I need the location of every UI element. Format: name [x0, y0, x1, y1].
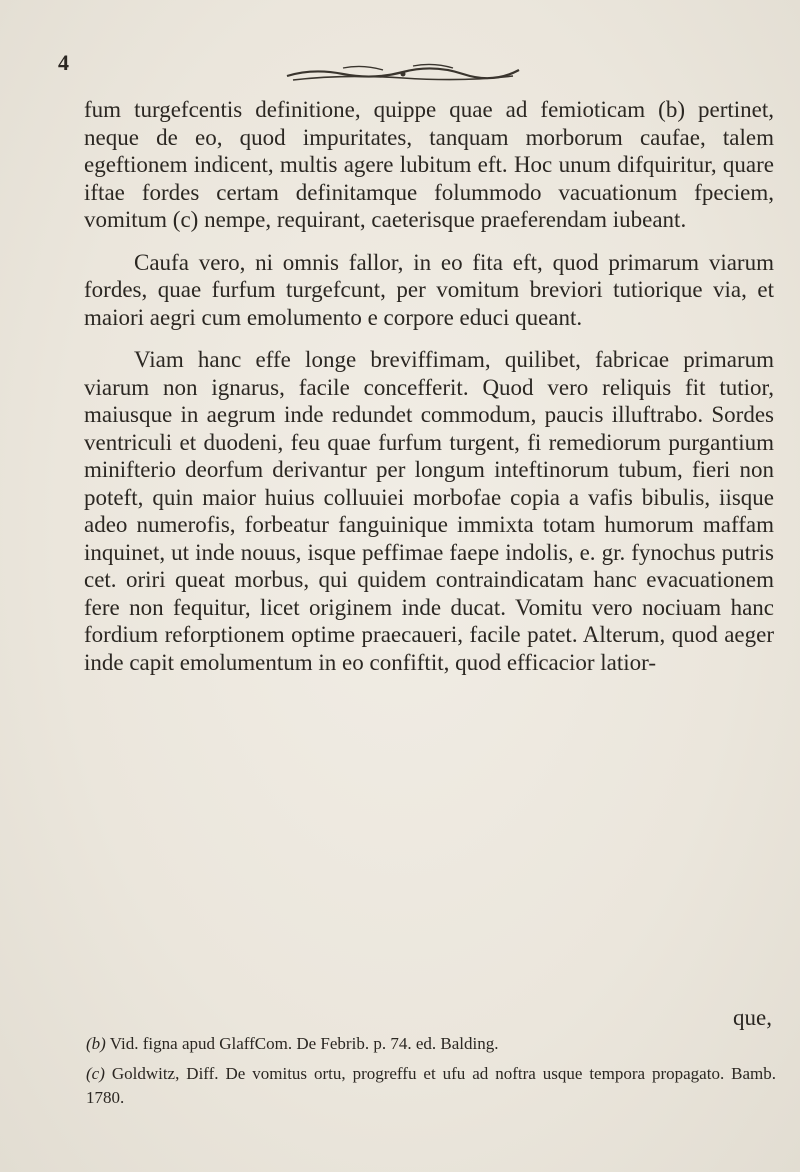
paragraph-2: Caufa vero, ni omnis fallor, in eo fita eft, quod primarum viarum fordes, quae furfum turgefcunt, per vomitum breviori tutiorique via, et maiori aegri cum emolumento e corpore educi queant. [84, 249, 774, 330]
page-number: 4 [58, 50, 69, 75]
paragraph-1: fum turgefcentis definitione, quippe quae ad femioticam (b) pertinet, neque de eo, quod impuritates, tanquam morborum caufae, talem egeftionem indicent, multis agere lubitum eft. Hoc unum difquiritur, quare iftae fordes certam definitamque folummodo vacuationum fpeciem, vomitum (c) nempe, requirant, caeterisque praeferendam iubeant. [84, 97, 774, 232]
footnote-text: Goldwitz, Diff. De vomitus ortu, progreffu et ufu ad noftra usque tempora propagato. Bamb. 1780. [86, 1064, 777, 1107]
footnote-b [86, 1032, 776, 1056]
footnote-c [86, 1062, 776, 1110]
main-text [84, 96, 774, 676]
header-ornament-icon [283, 62, 523, 86]
paragraph-3: Viam hanc effe longe breviffimam, quilibet, fabricae primarum viarum non ignarus, facile concefferit. Quod vero reliquis fit tutior, maiusque in aegrum inde redundet commodum, paucis illuftrabo. Sordes ventriculi et duodeni, feu quae furfum turgent, fi remediorum purgantium minifterio deorfum derivantur per longum inteftinorum tubum, fieri non poteft, quin maior huius colluuiei morbofae copia a vafis bibulis, iisque adeo numerofis, forbeatur fanguinique immixta totam humorum maffam inquinet, ut inde nouus, isque peffimae faepe indolis, e. gr. fynochus putris cet. oriri queat morbus, qui quidem contraindicatam hanc evacuationem fere non fequitur, licet originem inde ducat. Vomitu vero nociuam hanc fordium reforptionem optime praecaueri, facile patet. Alterum, quod aeger inde capit emolumentum in eo confiftit, quod efficacior latior- [84, 347, 774, 675]
footnote-marker: (b) [86, 1034, 106, 1053]
footnote-text: Vid. figna apud GlaffCom. De Febrib. p. 74. ed. Balding. [109, 1034, 499, 1053]
footnote-marker: (c) [86, 1064, 105, 1083]
catchword: que, [733, 1005, 772, 1030]
footnotes [86, 1032, 776, 1110]
